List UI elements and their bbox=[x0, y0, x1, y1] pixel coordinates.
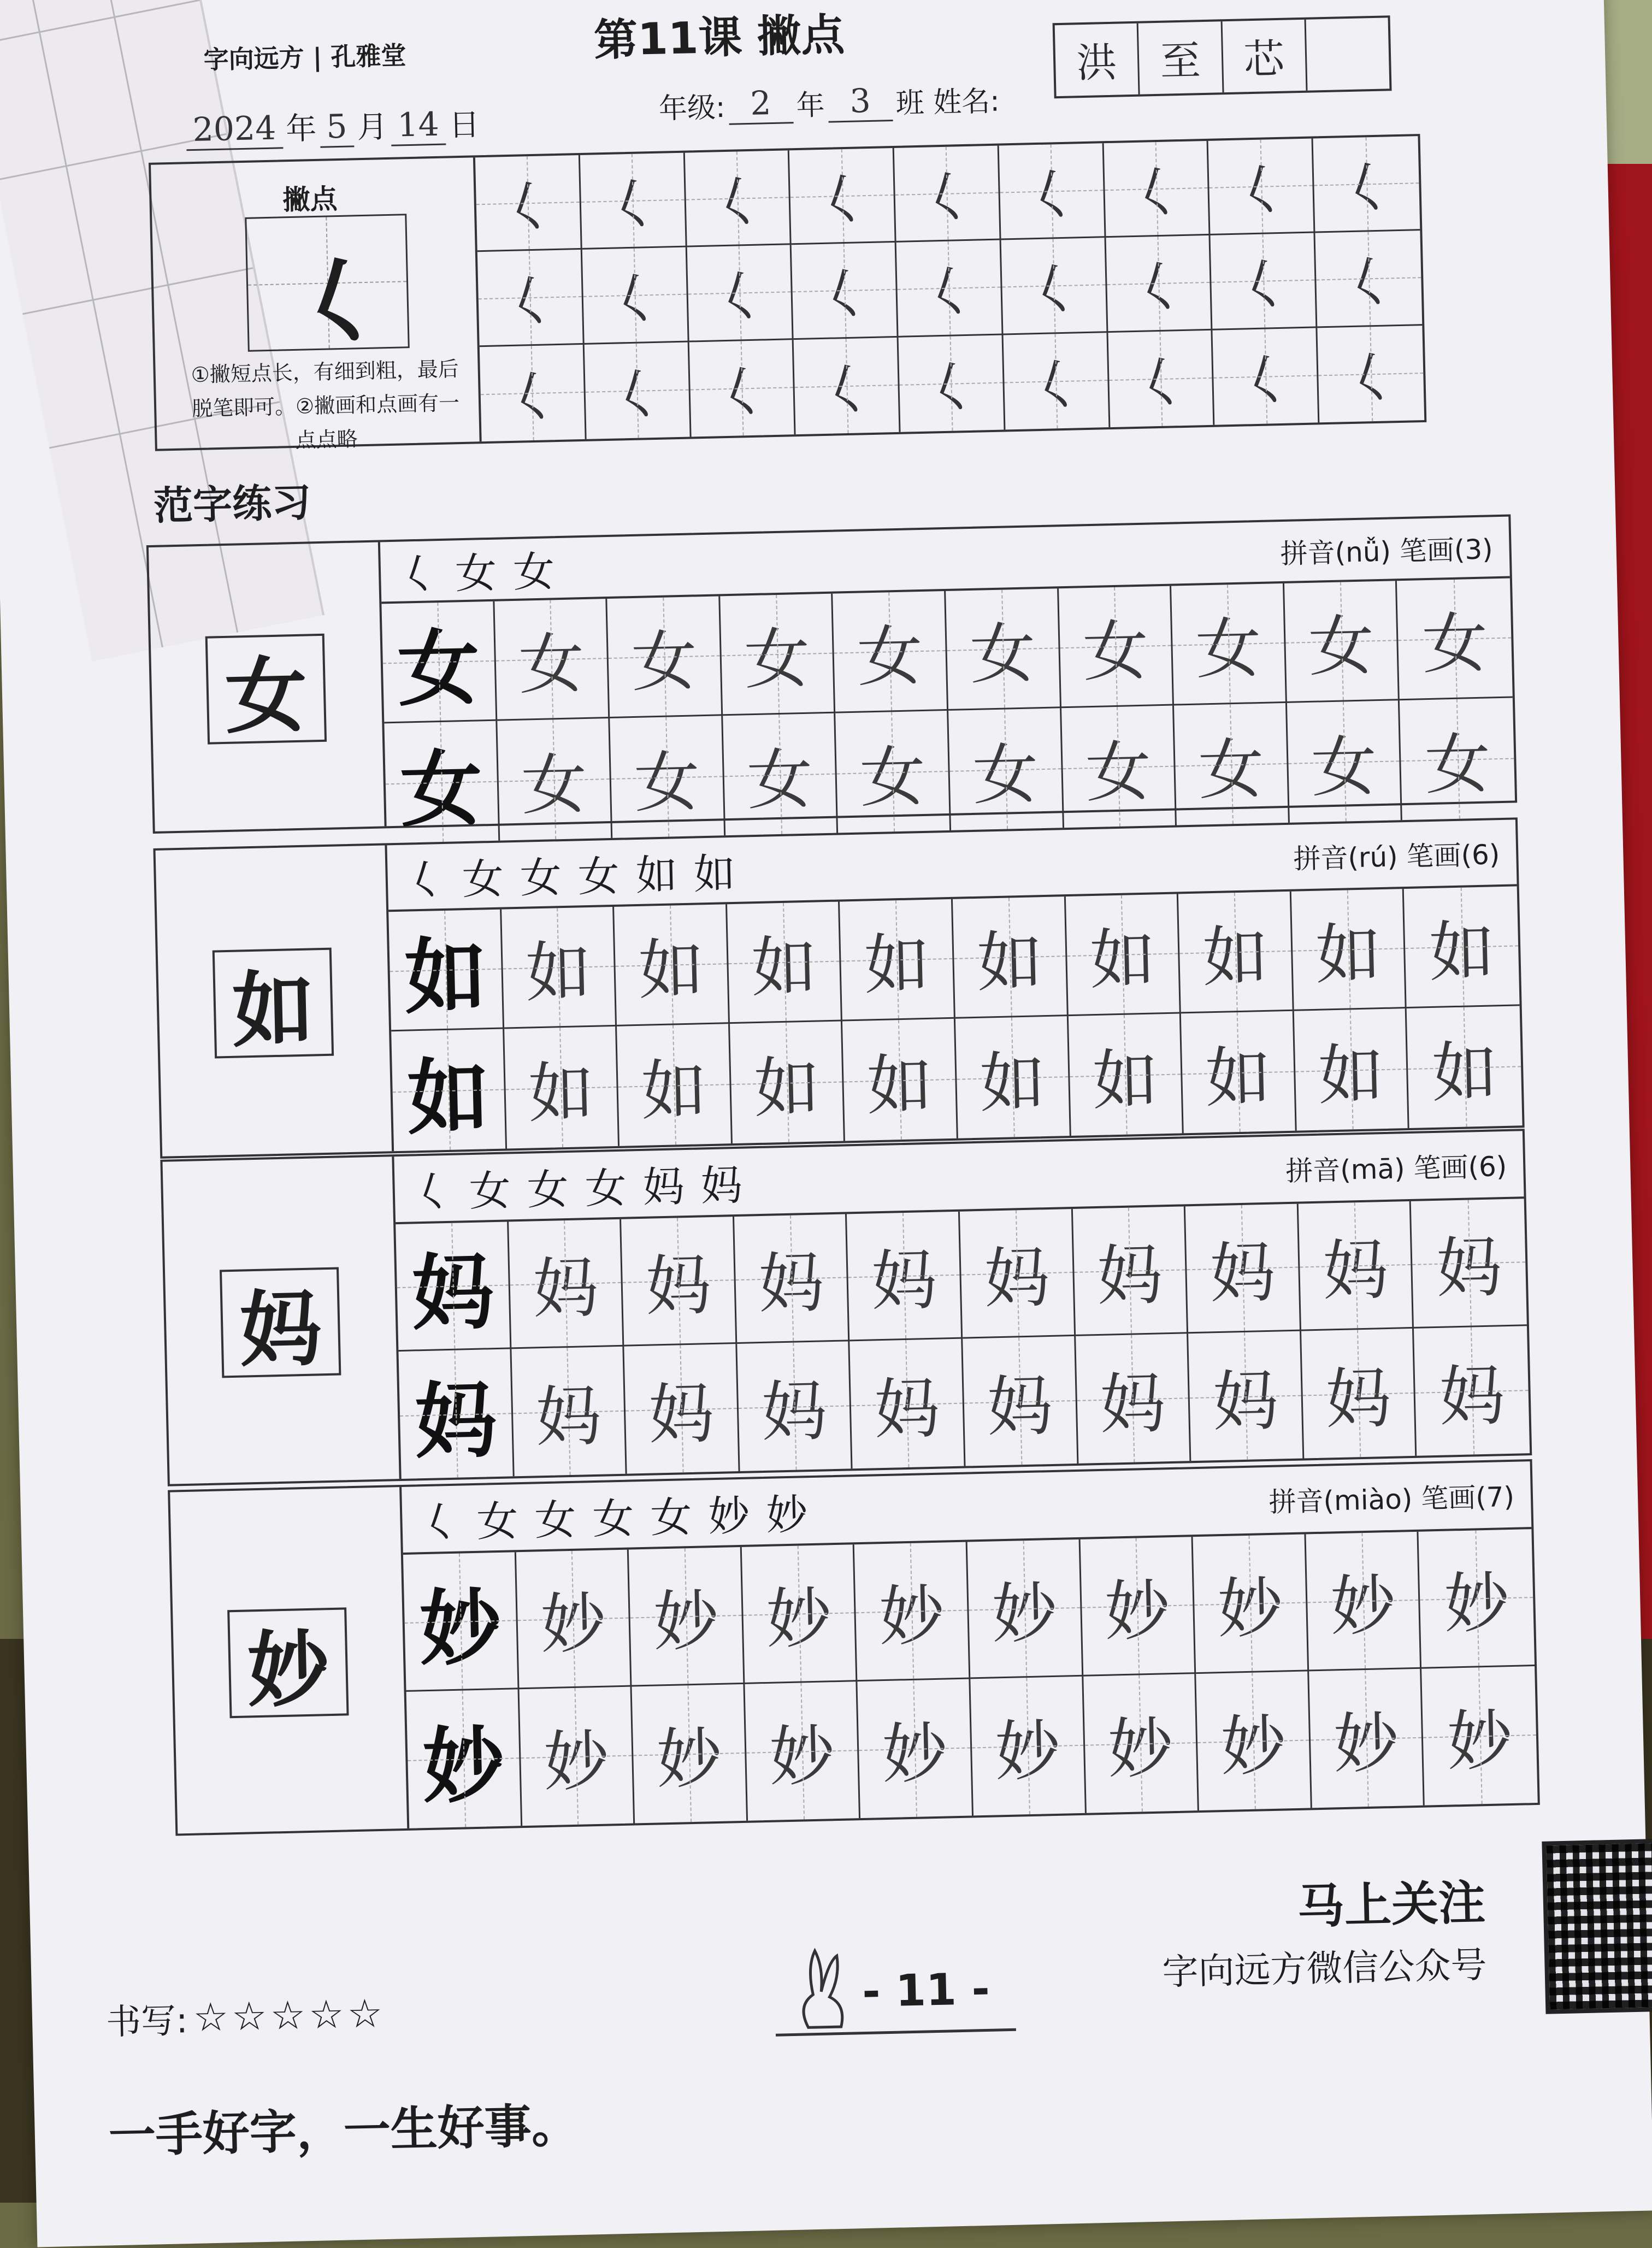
writing-cell[interactable]: 女 bbox=[836, 711, 952, 833]
writing-cell[interactable]: 如 bbox=[730, 1021, 846, 1143]
writing-cell[interactable]: 女 bbox=[1171, 583, 1287, 706]
writing-cell[interactable]: 女 bbox=[1174, 703, 1290, 825]
stroke-practice-cell[interactable]: 𡿨 bbox=[1208, 139, 1315, 236]
writing-cell[interactable]: 妙 bbox=[516, 1550, 632, 1689]
writing-cell[interactable]: 妙 bbox=[519, 1686, 635, 1826]
stroke-order-step: 妈 bbox=[700, 1160, 759, 1210]
writing-cell[interactable]: 妈 bbox=[509, 1219, 624, 1349]
writing-cell[interactable]: 妙 bbox=[1421, 1666, 1537, 1806]
stroke-demo-panel bbox=[151, 157, 482, 452]
stroke-order-step: 妙 bbox=[765, 1489, 825, 1539]
model-character: 妙 bbox=[227, 1607, 349, 1718]
writing-cell[interactable]: 妙 bbox=[858, 1679, 974, 1818]
date-line bbox=[186, 101, 483, 151]
stroke-practice-cell[interactable]: 𡿨 bbox=[794, 337, 901, 434]
stroke-order-step: 𡿨 bbox=[410, 1166, 470, 1217]
model-character-panel bbox=[149, 542, 387, 831]
name-boxes bbox=[1053, 15, 1392, 98]
stroke-demo-box bbox=[245, 214, 410, 358]
slogan: 一手好字，一生好事。 bbox=[108, 2098, 579, 2164]
stroke-practice-cell[interactable]: 𡿨 bbox=[475, 155, 582, 252]
stroke-order bbox=[397, 538, 571, 601]
writing-cell[interactable]: 女 bbox=[497, 718, 613, 841]
stroke-order bbox=[410, 1152, 759, 1219]
stroke-order-step: 妈 bbox=[642, 1161, 701, 1212]
writing-cell[interactable]: 如 bbox=[955, 1016, 1071, 1138]
writing-cell[interactable]: 妈 bbox=[1076, 1334, 1191, 1464]
stroke-order-step: 𡿨 bbox=[403, 854, 463, 905]
stroke-order-step: 𡿨 bbox=[397, 549, 456, 599]
name-char-2[interactable]: 至 bbox=[1138, 21, 1224, 94]
writing-cell[interactable]: 妈 bbox=[1185, 1204, 1301, 1334]
stroke-order-step: 女 bbox=[512, 546, 572, 597]
stroke-practice-cell[interactable]: 𡿨 bbox=[480, 345, 587, 442]
character-block bbox=[168, 1459, 1540, 1836]
pinyin-stroke-count: 拼音(nǚ) 笔画(3) bbox=[1279, 533, 1494, 570]
writing-cell[interactable]: 妈 bbox=[1411, 1199, 1527, 1329]
writing-cell[interactable]: 妙 bbox=[632, 1684, 748, 1823]
writing-cell[interactable]: 女 bbox=[610, 716, 725, 838]
rabbit-icon bbox=[784, 1944, 869, 2033]
name-char-1[interactable]: 洪 bbox=[1055, 23, 1140, 96]
model-character-panel bbox=[162, 1157, 401, 1484]
stroke-order-step: 如 bbox=[635, 849, 694, 900]
writing-cell[interactable]: 妙 bbox=[967, 1539, 1083, 1679]
stroke-order-step: 女 bbox=[650, 1491, 709, 1542]
stroke-practice-cell[interactable]: 𡿨 bbox=[896, 240, 1004, 338]
writing-cell[interactable]: 如 bbox=[953, 896, 1069, 1019]
writing-cell[interactable]: 如 bbox=[614, 904, 730, 1026]
writing-cell[interactable]: 女 bbox=[948, 708, 1064, 830]
stroke-practice-cell[interactable]: 𡿨 bbox=[1318, 326, 1425, 423]
stroke-order-step: 𡿨 bbox=[418, 1497, 477, 1547]
row-model-character: 妈 bbox=[396, 1222, 511, 1352]
writing-cell[interactable]: 妙 bbox=[1080, 1537, 1196, 1676]
stroke-practice-cell[interactable]: 𡿨 bbox=[582, 247, 689, 345]
writing-cell[interactable]: 如 bbox=[842, 1019, 958, 1141]
writing-cell[interactable]: 妈 bbox=[621, 1217, 737, 1347]
month-label: 月 bbox=[356, 109, 388, 146]
stroke-order bbox=[418, 1480, 824, 1549]
stroke-name: 撇点 bbox=[282, 183, 338, 216]
writing-cell[interactable]: 女 bbox=[1284, 581, 1400, 703]
stroke-practice-cell[interactable]: 𡿨 bbox=[1001, 238, 1108, 335]
writing-cell[interactable]: 女 bbox=[1059, 586, 1175, 709]
row-model-character: 如 bbox=[388, 910, 504, 1032]
character-block bbox=[146, 514, 1517, 839]
writing-cell[interactable]: 如 bbox=[1294, 1008, 1410, 1131]
writing-cell[interactable]: 女 bbox=[946, 588, 1061, 711]
stroke-order-step: 女 bbox=[526, 1164, 586, 1214]
stroke-order-step: ⼥ bbox=[455, 547, 514, 598]
section-title: 范字练习 bbox=[153, 479, 312, 529]
writing-cell[interactable]: 妙 bbox=[854, 1542, 970, 1681]
class-name-label: 班 姓名: bbox=[895, 85, 1000, 120]
writing-cell[interactable]: 妙 bbox=[745, 1681, 860, 1821]
stroke-practice-cell[interactable]: 𡿨 bbox=[687, 245, 794, 343]
writing-cell[interactable]: 妈 bbox=[960, 1209, 1076, 1339]
writing-grid bbox=[388, 886, 1522, 1151]
stroke-practice-cell[interactable]: 𡿨 bbox=[685, 150, 792, 247]
writing-cell[interactable]: 妈 bbox=[963, 1336, 1078, 1466]
model-character: 如 bbox=[213, 948, 334, 1059]
stroke-practice-grid bbox=[475, 136, 1424, 441]
writing-cell[interactable]: 女 bbox=[833, 591, 949, 713]
stroke-practice-cell[interactable]: 𡿨 bbox=[1211, 233, 1318, 331]
grade-label: 年级: bbox=[658, 91, 726, 126]
writing-cell[interactable]: 妈 bbox=[1299, 1201, 1414, 1331]
writing-cell[interactable]: 妈 bbox=[850, 1339, 966, 1469]
pinyin-stroke-count: 拼音(miào) 笔画(7) bbox=[1268, 1480, 1515, 1518]
row-model-character: 女 bbox=[384, 721, 500, 843]
writing-cell[interactable]: 妙 bbox=[970, 1676, 1086, 1815]
writing-cell[interactable]: 妈 bbox=[737, 1341, 853, 1471]
follow-label: 马上关注 bbox=[1296, 1875, 1486, 1934]
writing-cell[interactable]: 妙 bbox=[1306, 1532, 1421, 1671]
stroke-practice-cell[interactable]: 𡿨 bbox=[477, 250, 585, 347]
lesson-title: 第11课 撇点 bbox=[593, 9, 846, 66]
wechat-label: 字向远方微信公众号 bbox=[1161, 1944, 1488, 1993]
model-character: 妈 bbox=[220, 1267, 341, 1378]
row-model-character: 妙 bbox=[406, 1689, 522, 1828]
stroke-order bbox=[404, 840, 752, 907]
stroke-practice-cell[interactable]: 𡿨 bbox=[789, 148, 896, 245]
stroke-practice-cell[interactable]: 𡿨 bbox=[894, 146, 1001, 243]
writing-cell[interactable]: 女 bbox=[1287, 700, 1403, 823]
writing-cell[interactable]: 如 bbox=[617, 1024, 733, 1146]
writing-cell[interactable]: 如 bbox=[1404, 886, 1520, 1008]
character-block bbox=[160, 1129, 1532, 1486]
writing-cell[interactable]: 如 bbox=[727, 902, 843, 1024]
writing-rating bbox=[105, 1988, 386, 2045]
writing-cell[interactable]: 如 bbox=[502, 907, 617, 1029]
character-block bbox=[153, 817, 1524, 1159]
writing-cell[interactable]: 如 bbox=[504, 1026, 620, 1149]
writing-cell[interactable]: 女 bbox=[723, 713, 839, 836]
writing-cell[interactable]: 妙 bbox=[1083, 1674, 1199, 1813]
pinyin-stroke-count: 拼音(rú) 笔画(6) bbox=[1293, 839, 1500, 875]
stroke-order-step: 妙 bbox=[707, 1490, 767, 1541]
date-month[interactable]: 5 bbox=[319, 107, 354, 147]
page-number: - 11 - bbox=[862, 1963, 990, 2017]
stroke-practice-cell[interactable]: 𡿨 bbox=[1313, 136, 1420, 233]
writing-grid bbox=[396, 1199, 1530, 1479]
writing-grid bbox=[381, 579, 1515, 843]
grade-unit: 年 bbox=[795, 88, 825, 122]
stroke-practice-cell[interactable]: 𡿨 bbox=[689, 340, 796, 437]
class-value[interactable]: 3 bbox=[828, 81, 893, 123]
writing-cell[interactable]: 妈 bbox=[1301, 1329, 1417, 1459]
row-model-character: 女 bbox=[381, 601, 497, 724]
stroke-demo-glyph: 𡿨 bbox=[291, 248, 387, 358]
stroke-order-step: ⼥ bbox=[468, 1165, 528, 1216]
stroke-practice-cell[interactable]: 𡿨 bbox=[584, 342, 691, 439]
writing-cell[interactable]: 妙 bbox=[1196, 1671, 1312, 1810]
model-character: 女 bbox=[205, 634, 327, 745]
rating-label: 书写: bbox=[105, 2001, 188, 2043]
row-model-character: 妈 bbox=[398, 1349, 514, 1479]
rating-stars[interactable]: ☆☆☆☆☆ bbox=[192, 1990, 387, 2040]
day-label: 日 bbox=[449, 107, 480, 144]
model-character-panel bbox=[170, 1487, 409, 1833]
writing-grid bbox=[403, 1529, 1538, 1828]
stroke-practice-cell[interactable]: 𡿨 bbox=[792, 243, 899, 340]
writing-cell[interactable]: 妈 bbox=[847, 1212, 963, 1342]
writing-cell[interactable]: 妈 bbox=[511, 1347, 627, 1477]
class-line bbox=[655, 78, 1004, 126]
row-model-character: 如 bbox=[391, 1029, 507, 1152]
writing-cell[interactable]: 女 bbox=[1397, 579, 1513, 701]
stroke-practice-cell[interactable]: 𡿨 bbox=[999, 143, 1106, 240]
stroke-tip: ①撇短点长，有细到粗，最后脱笔即可。②撇画和点画有一点点略 bbox=[191, 357, 460, 452]
writing-cell[interactable]: 妈 bbox=[734, 1214, 850, 1344]
stroke-practice-cell[interactable]: 𡿨 bbox=[1315, 231, 1423, 328]
date-year[interactable]: 2024 bbox=[186, 109, 283, 151]
writing-cell[interactable]: 妈 bbox=[624, 1344, 740, 1474]
model-character-panel bbox=[156, 845, 394, 1156]
writing-cell[interactable]: 女 bbox=[720, 594, 836, 716]
name-char-4[interactable] bbox=[1306, 17, 1389, 90]
writing-cell[interactable]: 妈 bbox=[1188, 1331, 1304, 1461]
stroke-order-step: 女 bbox=[584, 1163, 644, 1213]
stroke-order-step: 女 bbox=[519, 852, 579, 902]
writing-cell[interactable]: 如 bbox=[1065, 894, 1181, 1016]
stroke-order-step: ⼥ bbox=[476, 1496, 535, 1546]
writing-cell[interactable]: 妈 bbox=[1414, 1326, 1530, 1456]
stroke-practice-cell[interactable]: 𡿨 bbox=[1104, 141, 1211, 238]
stroke-practice-cell[interactable]: 𡿨 bbox=[899, 335, 1006, 432]
stroke-order-step: 女 bbox=[534, 1494, 593, 1544]
brand-logo: 字向远方 | 孔雅堂 bbox=[203, 40, 407, 75]
writing-cell[interactable]: 女 bbox=[494, 599, 610, 721]
writing-cell[interactable]: 女 bbox=[1061, 706, 1177, 828]
writing-cell[interactable]: 妈 bbox=[1072, 1206, 1188, 1336]
stroke-practice-cell[interactable]: 𡿨 bbox=[1003, 333, 1110, 430]
writing-cell[interactable]: 女 bbox=[1400, 698, 1515, 820]
stroke-practice-table bbox=[149, 134, 1426, 451]
stroke-practice-cell[interactable]: 𡿨 bbox=[1106, 235, 1213, 333]
stroke-practice-cell[interactable]: 𡿨 bbox=[1108, 330, 1215, 427]
writing-cell[interactable]: 如 bbox=[1181, 1011, 1297, 1134]
row-model-character: 妙 bbox=[403, 1552, 519, 1691]
year-label: 年 bbox=[285, 110, 317, 147]
stroke-practice-cell[interactable]: 𡿨 bbox=[580, 153, 687, 250]
stroke-order-step: ⼥ bbox=[461, 853, 521, 904]
stroke-practice-cell[interactable]: 𡿨 bbox=[1213, 328, 1320, 425]
writing-cell[interactable]: 如 bbox=[840, 899, 955, 1022]
writing-cell[interactable]: 如 bbox=[1291, 889, 1407, 1011]
stroke-order-step: 如 bbox=[693, 848, 752, 899]
stroke-order-step: 女 bbox=[592, 1493, 651, 1543]
stroke-order-step: 女 bbox=[577, 851, 636, 901]
writing-cell[interactable]: 妙 bbox=[1193, 1534, 1309, 1673]
writing-cell[interactable]: 妙 bbox=[629, 1547, 745, 1686]
writing-cell[interactable]: 妙 bbox=[1419, 1529, 1535, 1668]
writing-cell[interactable]: 妙 bbox=[742, 1544, 858, 1684]
grade-value[interactable]: 2 bbox=[728, 84, 794, 125]
pinyin-stroke-count: 拼音(mā) 笔画(6) bbox=[1285, 1150, 1507, 1188]
writing-cell[interactable]: 如 bbox=[1407, 1006, 1523, 1128]
writing-cell[interactable]: 如 bbox=[1068, 1013, 1184, 1136]
writing-cell[interactable]: 女 bbox=[607, 596, 723, 718]
qr-code[interactable] bbox=[1542, 1838, 1652, 2014]
writing-cell[interactable]: 如 bbox=[1178, 892, 1294, 1014]
writing-cell[interactable]: 妙 bbox=[1309, 1668, 1425, 1808]
name-char-3[interactable]: 芯 bbox=[1222, 20, 1307, 92]
date-day[interactable]: 14 bbox=[391, 105, 446, 146]
